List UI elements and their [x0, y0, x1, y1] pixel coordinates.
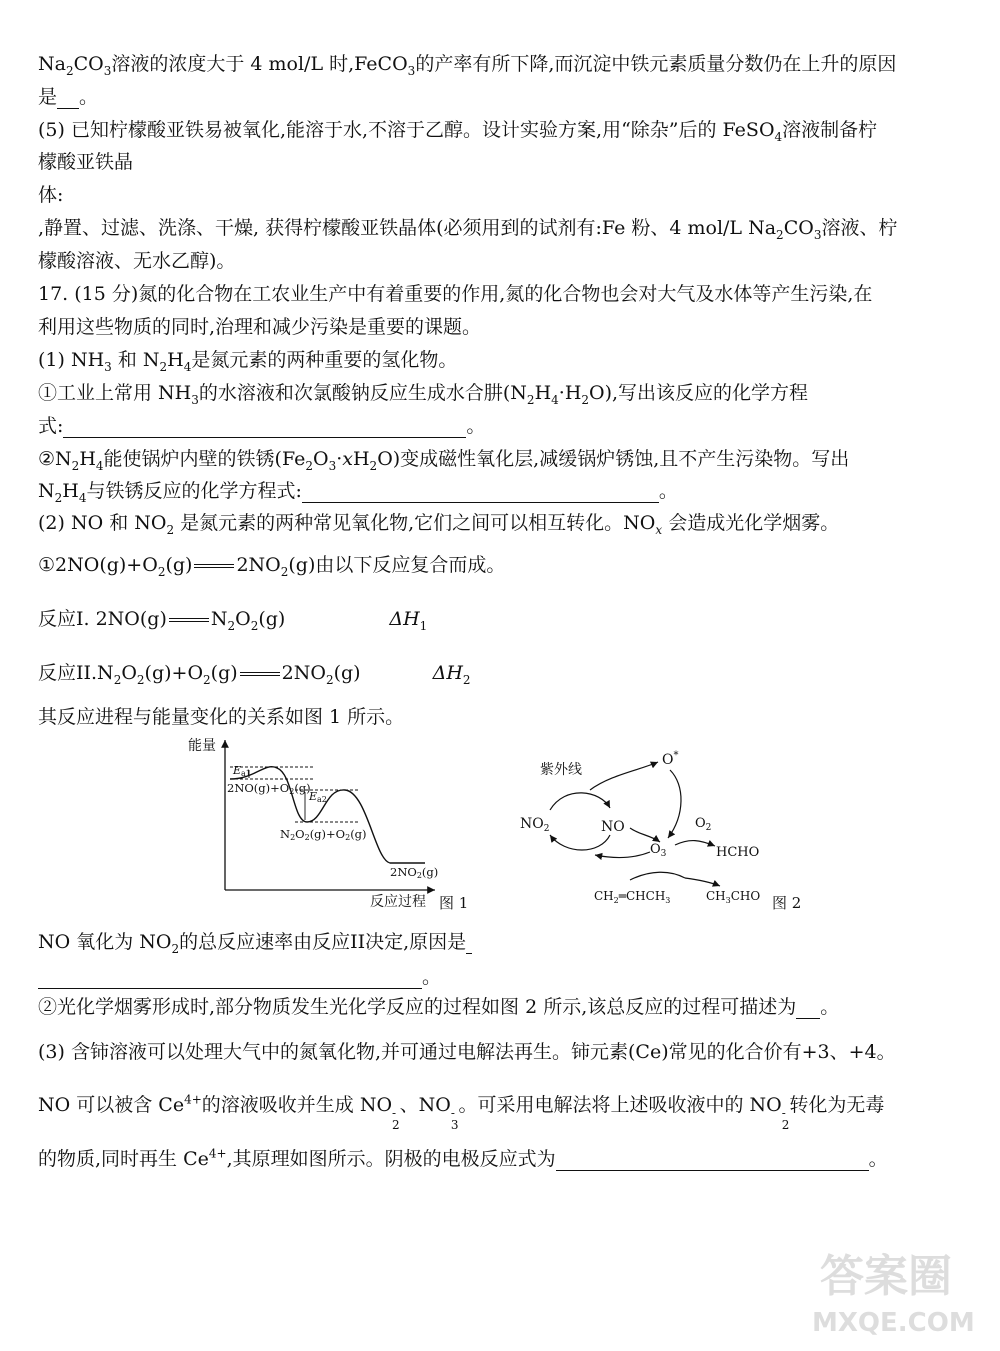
- figure-2-caption: 图 2: [772, 894, 802, 912]
- hcho-label: HCHO: [716, 845, 760, 860]
- no-label: NO: [601, 819, 625, 835]
- y-axis-label: 能量: [188, 738, 216, 754]
- line-10: (1) $NH_3$ 和 $N_2H_4$是氮元素的两种重要的氢化物。: [38, 349, 458, 374]
- figure-2-photochemical-cycle: [510, 740, 810, 920]
- line-21: 。: [38, 965, 441, 989]
- line-3: (5) 已知柠檬酸亚铁易被氧化,能溶于水,不溶于乙醇。设计实验方案,用“除杂”后的 FeSO$_4$溶液制备柠: [38, 119, 878, 144]
- line-14: $N_2H_4$与铁锈反应的化学方程式: 。: [38, 480, 678, 505]
- figure-1-caption: 图 1: [439, 894, 469, 912]
- svg-text:MXQE.COM: MXQE.COM: [812, 1308, 975, 1338]
- line-24: NO 可以被含 $Ce^{4+}$的溶液吸收并生成 NO - 2 、NO - 3 。可采用电解法将上述吸收液中的 NO - 2 转化为无毒: [38, 1092, 885, 1132]
- answer-blank-equation-1[interactable]: [63, 417, 466, 438]
- line-19: 其反应进程与能量变化的关系如图 1 所示。: [38, 706, 405, 728]
- state-product: 2NO2(g): [390, 865, 439, 880]
- line-2: 是 。: [38, 86, 99, 108]
- watermark-logo: [790, 1231, 990, 1341]
- answer-blank-reason[interactable]: [38, 968, 422, 989]
- answer-blank-start[interactable]: [466, 933, 472, 954]
- equals-sign: [194, 564, 234, 568]
- question-17-heading: 17. (15 分)氮的化合物在工农业生产中有着重要的作用,氮的化合物也会对大气及水体等产生污染,在: [38, 283, 873, 305]
- line-6: ,静置、过滤、洗涤、干燥, 获得柠檬酸亚铁晶体(必须用到的试剂有:Fe 粉、4 mol/L $Na_2CO_3$溶液、柠: [38, 217, 898, 242]
- line-15: (2) NO 和 $NO_2$ 是氮元素的两种常见氧化物,它们之间可以相互转化。$NO_x$ 会造成光化学烟雾。: [38, 512, 840, 537]
- line-7: 檬酸溶液、无水乙醇)。: [38, 250, 236, 272]
- equals-sign: [240, 672, 280, 676]
- line-16: $①2NO(g)+O_2(g)$ $2NO_2(g)$由以下反应复合而成。: [38, 554, 506, 579]
- equals-sign: [169, 618, 209, 622]
- ea1-label: Ea1: [233, 764, 251, 778]
- line-13: $②N_2H_4$能使锅炉内壁的铁锈$(Fe_2O_3\cdot xH_2O)$变成磁性氧化层,减缓锅炉锈蚀,且不产生污染物。写出: [38, 448, 850, 473]
- state-reactants: 2NO(g)+O2(g): [227, 781, 311, 796]
- line-1: $Na_2CO_3$溶液的浓度大于 4 mol/L 时,FeCO$_3$的产率有所下降,而沉淀中铁元素质量分数仍在上升的原因: [38, 53, 897, 78]
- state-intermediate: N2O2(g)+O2(g): [280, 827, 367, 842]
- answer-blank-process[interactable]: [796, 998, 820, 1019]
- line-4: 檬酸亚铁晶: [38, 151, 134, 173]
- propene-label: $CH_2═CHCH_3$: [594, 889, 671, 905]
- answer-blank-equation-2[interactable]: [302, 482, 659, 503]
- answer-blank-cathode[interactable]: [556, 1150, 869, 1171]
- line-25: 的物质,同时再生 $Ce^{4+}$,其原理如图所示。阴极的电极反应式为 。: [38, 1146, 888, 1170]
- reaction-2: 反应$II.N_2O_2(g)+O_2(g)$ $2NO_2(g)$ $\Delta H_2$: [38, 662, 471, 687]
- x-axis-label: 反应过程: [370, 894, 426, 910]
- o2-label: $O_2$: [695, 816, 712, 833]
- acetaldehyde-label: $CH_3CHO$: [706, 889, 761, 905]
- line-23: (3) 含铈溶液可以处理大气中的氮氧化物,并可通过电解法再生。铈元素(Ce)常见的化合价有+3、+4。: [38, 1041, 896, 1063]
- o3-label: $O_3$: [650, 842, 667, 859]
- svg-text:答案圈: 答案圈: [820, 1251, 952, 1302]
- line-22: ②光化学烟雾形成时,部分物质发生光化学反应的过程如图 2 所示,该总反应的过程可描述为 。: [38, 996, 840, 1018]
- no2-label: $NO_2$: [520, 816, 550, 834]
- ea2-label: Ea2: [309, 790, 327, 804]
- figure-1-energy-diagram: [185, 730, 485, 920]
- reaction-1: 反应I. 2NO(g) $N_2O_2(g)$ $\Delta H_1$: [38, 608, 428, 633]
- line-11: ①工业上常用 $NH_3$的水溶液和次氯酸钠反应生成水合肼$(N_2H_4\cdot H_2O)$,写出该反应的化学方程: [38, 382, 809, 407]
- line-12: 式: 。: [38, 415, 486, 437]
- line-20: NO 氧化为 $NO_2$的总反应速率由反应II决定,原因是: [38, 930, 472, 954]
- line-5: 体:: [38, 184, 64, 206]
- o-star-label: O*: [662, 750, 679, 768]
- line-9: 利用这些物质的同时,治理和减少污染是重要的课题。: [38, 316, 482, 338]
- uv-label: 紫外线: [540, 762, 582, 778]
- answer-blank[interactable]: [57, 88, 79, 109]
